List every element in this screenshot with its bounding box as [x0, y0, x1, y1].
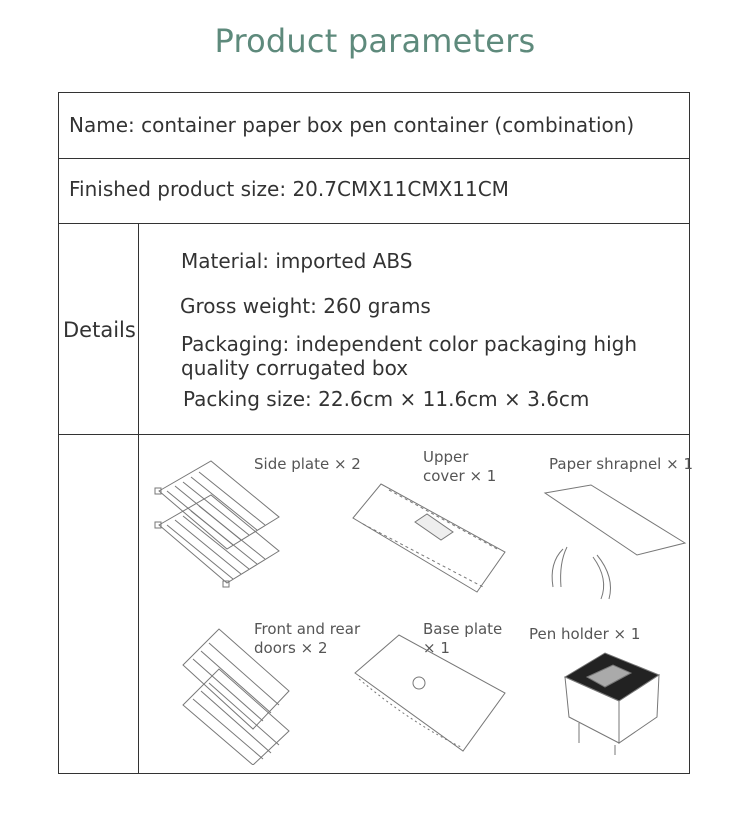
details-row	[59, 224, 689, 435]
upper-cover-image	[349, 480, 509, 600]
front-rear-doors-caption-line1: Front and rear	[254, 620, 361, 638]
upper-cover-caption-line2: cover × 1	[423, 467, 497, 485]
front-rear-doors-caption-line2: doors × 2	[254, 639, 328, 657]
base-plate-caption-line2: × 1	[423, 639, 450, 657]
paper-shrapnel-image	[539, 483, 689, 603]
size-row	[59, 159, 689, 224]
pen-holder-image	[557, 647, 667, 757]
parameters-table	[58, 92, 694, 774]
weight-text: Gross weight: 260 grams	[180, 294, 431, 318]
details-label: Details	[63, 318, 136, 342]
front-rear-doors-image	[179, 625, 299, 765]
packing-size-text: Packing size: 22.6cm × 11.6cm × 3.6cm	[183, 387, 590, 411]
size-text: Finished product size: 20.7CMX11CMX11CM	[69, 177, 509, 201]
side-plate-caption: Side plate × 2	[254, 455, 361, 473]
base-plate-image	[351, 631, 511, 755]
packaging-text-line1: Packaging: independent color packaging high	[181, 332, 638, 356]
page-title: Product parameters	[214, 22, 536, 60]
side-plate-image	[153, 455, 323, 605]
material-text: Material: imported ABS	[181, 249, 413, 273]
upper-cover-caption-line1: Upper	[423, 448, 469, 466]
parts-illustration	[139, 435, 694, 773]
paper-shrapnel-caption: Paper shrapnel × 1	[549, 455, 694, 473]
name-text: Name: container paper box pen container (combination)	[69, 113, 635, 137]
name-row	[59, 93, 689, 159]
packaging-text-line2: quality corrugated box	[181, 356, 409, 380]
pen-holder-caption: Pen holder × 1	[529, 625, 641, 643]
base-plate-caption-line1: Base plate	[423, 620, 503, 638]
